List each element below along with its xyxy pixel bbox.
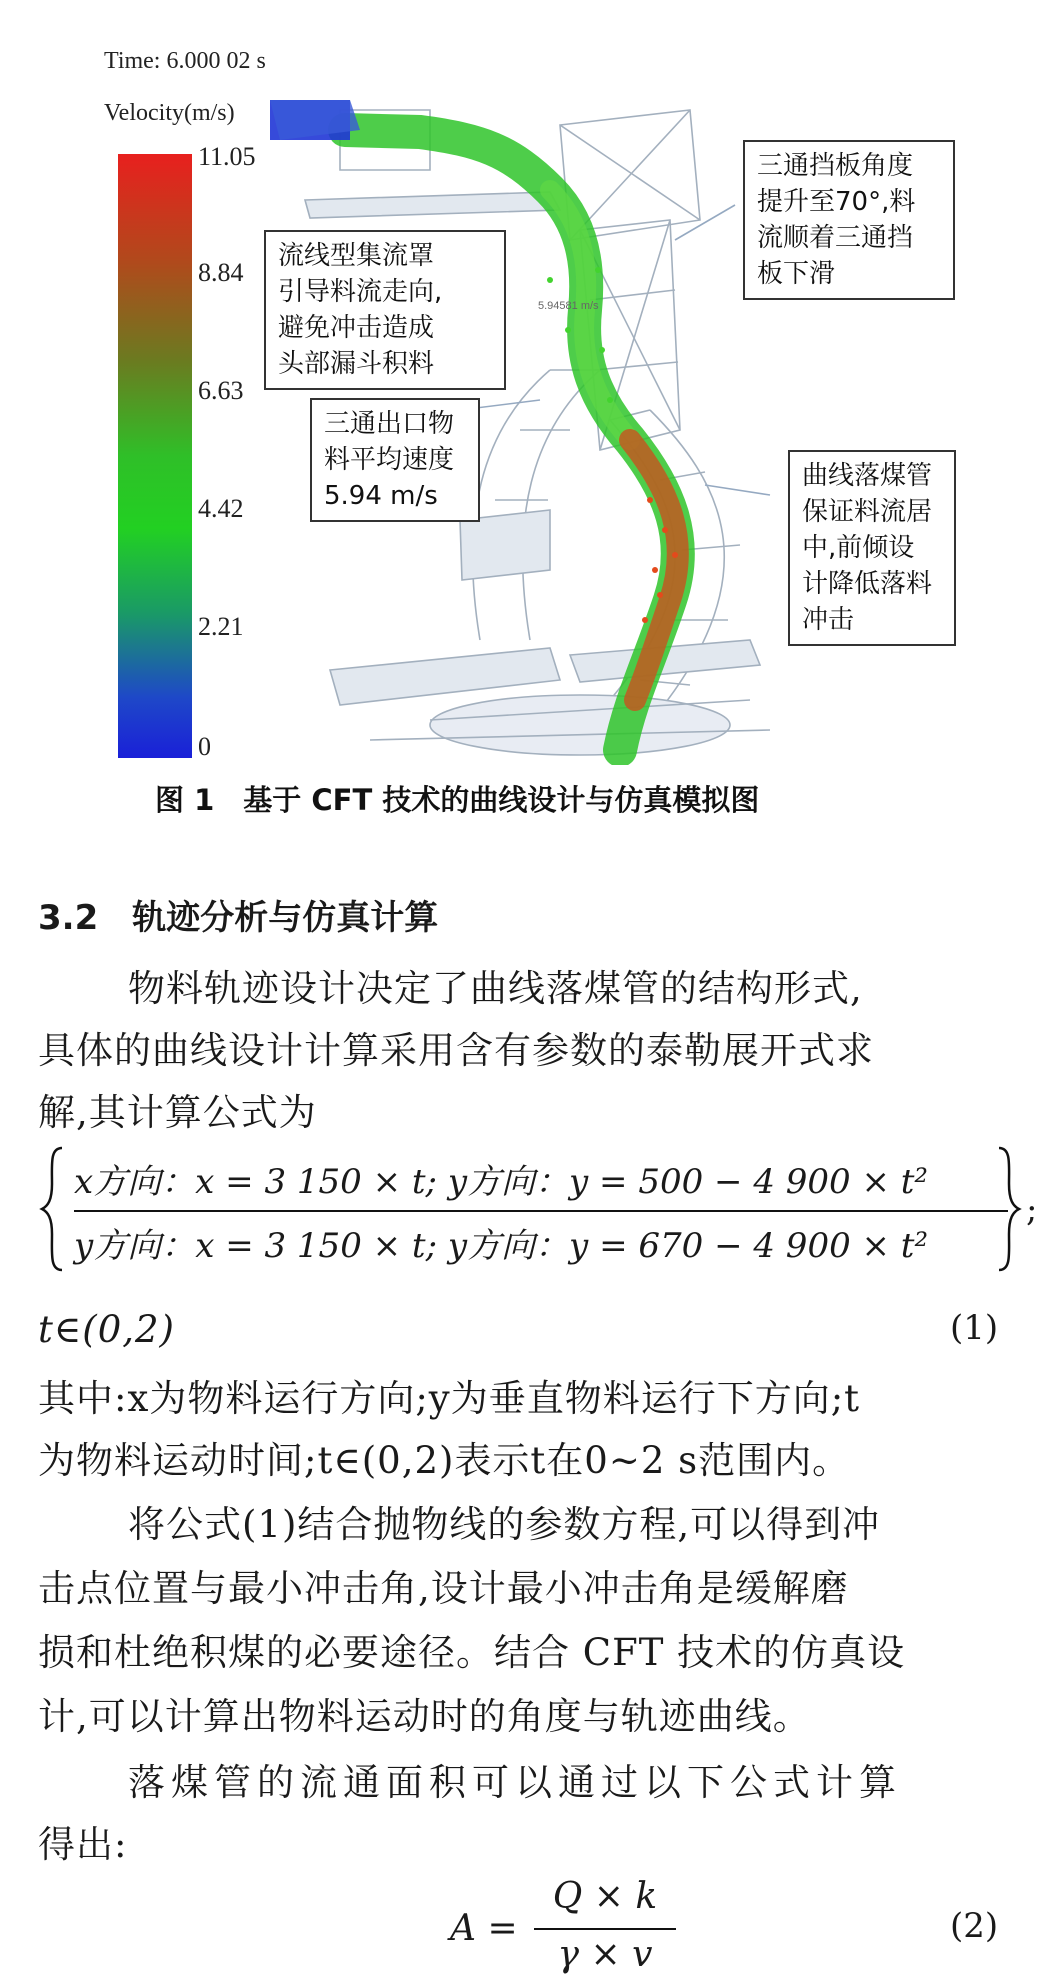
callout-baffle bbox=[743, 140, 955, 300]
probe-label: 5.94581 m/s bbox=[538, 300, 599, 312]
equation-1 bbox=[38, 1144, 1038, 1274]
equation-numerator: Q × k bbox=[552, 1876, 658, 1917]
section-heading: 3.2 轨迹分析与仿真计算 bbox=[38, 898, 439, 938]
figure-caption: 图 1 基于 CFT 技术的曲线设计与仿真模拟图 bbox=[155, 783, 760, 817]
callout-line: 三通挡板角度 bbox=[757, 151, 914, 181]
equation-number: (2) bbox=[950, 1906, 999, 1946]
callout-line: 流顺着三通挡 bbox=[757, 223, 914, 253]
legend-tick: 6.63 bbox=[198, 376, 244, 405]
equation-row: y方向：x = 3 150 × t; y方向：y = 670 − 4 900 × t² bbox=[74, 1226, 929, 1266]
paragraph-line: 损和杜绝积煤的必要途径。结合 CFT 技术的仿真设 bbox=[38, 1631, 906, 1674]
paragraph-line: 将公式(1)结合抛物线的参数方程,可以得到冲 bbox=[128, 1503, 881, 1546]
legend-tick: 8.84 bbox=[198, 258, 244, 287]
paragraph-line: 物料轨迹设计决定了曲线落煤管的结构形式, bbox=[128, 967, 863, 1010]
paragraph-line: 解,其计算公式为 bbox=[38, 1091, 317, 1134]
equation-suffix: ; bbox=[1026, 1190, 1038, 1230]
callout-line: 三通出口物 bbox=[324, 409, 455, 439]
equation-number: (1) bbox=[950, 1308, 999, 1348]
paragraph-line: 落煤管的流通面积可以通过以下公式计算 bbox=[128, 1761, 902, 1804]
callout-line: 板下滑 bbox=[757, 259, 836, 289]
callout-line: 避免冲击造成 bbox=[278, 313, 435, 343]
legend-tick: 11.05 bbox=[198, 142, 256, 171]
legend-tick: 4.42 bbox=[198, 494, 244, 523]
equation-domain: t∈(0,2) bbox=[38, 1308, 175, 1351]
fraction-bar bbox=[74, 1210, 1008, 1212]
paragraph-line: 得出: bbox=[38, 1823, 128, 1866]
equation-denominator: γ × v bbox=[557, 1934, 653, 1975]
equation-lhs: A = bbox=[450, 1908, 518, 1949]
callout-line: 料平均速度 bbox=[324, 445, 455, 475]
left-brace bbox=[38, 1144, 68, 1274]
callout-line: 头部漏斗积料 bbox=[278, 349, 435, 379]
callout-line: 曲线落煤管 bbox=[802, 461, 933, 491]
paragraph-line: 其中:x为物料运行方向;y为垂直物料运行下方向;t bbox=[38, 1377, 861, 1420]
callout-line: 中,前倾设 bbox=[802, 533, 915, 563]
callout-line: 引导料流走向, bbox=[278, 277, 443, 307]
velocity-colorbar bbox=[118, 154, 192, 758]
callout-hood bbox=[264, 230, 506, 390]
equation-row: x方向：x = 3 150 × t; y方向：y = 500 − 4 900 × t² bbox=[74, 1162, 929, 1202]
fraction-bar bbox=[534, 1928, 676, 1930]
time-label: Time: 6.000 02 s bbox=[104, 48, 266, 74]
paragraph-line: 具体的曲线设计计算采用含有参数的泰勒展开式求 bbox=[38, 1029, 874, 1072]
callout-line: 5.94 m/s bbox=[324, 481, 438, 511]
callout-line: 提升至70°,料 bbox=[757, 187, 916, 217]
velocity-label: Velocity(m/s) bbox=[104, 100, 235, 126]
figure bbox=[0, 0, 1061, 817]
paragraph-line: 计,可以计算出物料运动时的角度与轨迹曲线。 bbox=[38, 1695, 811, 1738]
paragraph-line: 为物料运动时间;t∈(0,2)表示t在0~2 s范围内。 bbox=[38, 1439, 851, 1482]
equation-2 bbox=[450, 1876, 700, 1981]
callout-outlet bbox=[310, 398, 480, 522]
callout-curve bbox=[788, 450, 956, 646]
callout-line: 流线型集流罩 bbox=[278, 241, 435, 271]
paragraph-line: 击点位置与最小冲击角,设计最小冲击角是缓解磨 bbox=[38, 1567, 849, 1610]
legend-tick: 2.21 bbox=[198, 612, 244, 641]
callout-line: 保证料流居 bbox=[802, 497, 933, 527]
callout-line: 计降低落料 bbox=[802, 569, 933, 599]
callout-line: 冲击 bbox=[802, 605, 855, 635]
legend-tick: 0 bbox=[198, 732, 211, 761]
right-brace bbox=[993, 1144, 1023, 1274]
